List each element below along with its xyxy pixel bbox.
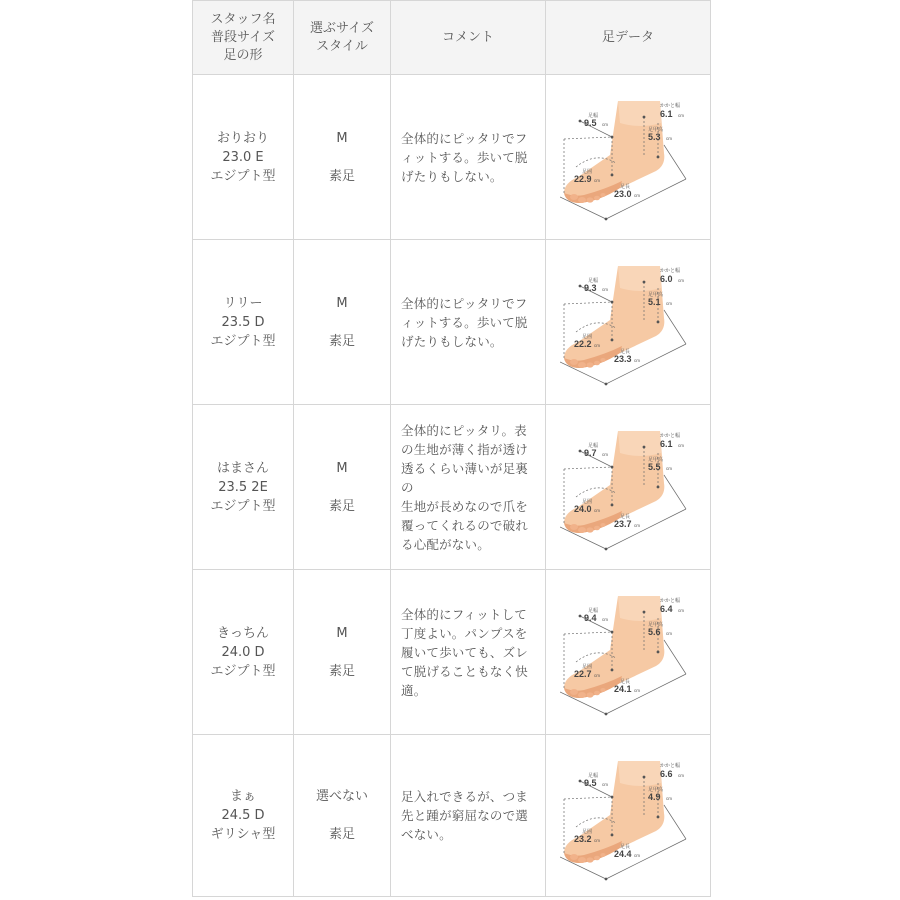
size-cell	[294, 75, 391, 240]
length-value: 23.7	[614, 519, 632, 529]
table-row	[193, 405, 711, 570]
width-value: 9.5	[584, 118, 597, 128]
foot-shape: エジプト型	[210, 168, 276, 184]
foot-data-cell	[546, 570, 711, 735]
instep-value: 5.1	[648, 297, 661, 307]
header-comment-label: コメント	[441, 29, 494, 45]
girth-value: 23.2	[574, 834, 592, 844]
staff-name: リリー	[223, 295, 263, 311]
size-cell	[294, 570, 391, 735]
width-label: 足幅	[588, 278, 599, 284]
staff-cell	[193, 405, 294, 570]
instep-label: 足甲高	[648, 787, 664, 793]
header-foot-data	[546, 1, 711, 75]
heel-label: かかと幅	[660, 433, 681, 439]
unit-label: cm	[594, 508, 600, 513]
foot-illustration	[564, 101, 664, 203]
width-value: 9.4	[584, 613, 597, 623]
width-value: 9.7	[584, 448, 597, 458]
heel-label: かかと幅	[660, 268, 681, 274]
foot-illustration	[564, 266, 664, 368]
unit-label: cm	[678, 278, 684, 283]
usual-size: 23.5 D	[221, 314, 265, 330]
size-cell	[294, 735, 391, 897]
foot-illustration	[564, 761, 664, 863]
staff-cell	[193, 75, 294, 240]
chosen-size: M	[336, 295, 348, 311]
length-value: 23.0	[614, 189, 632, 199]
heel-value: 6.1	[660, 109, 673, 119]
unit-label: cm	[634, 853, 640, 858]
wear-style: 素足	[328, 498, 355, 514]
table-row	[193, 570, 711, 735]
staff-name: おりおり	[216, 130, 269, 146]
unit-label: cm	[678, 608, 684, 613]
unit-label: cm	[634, 523, 640, 528]
width-value: 9.5	[584, 778, 597, 788]
wear-style: 素足	[328, 168, 355, 184]
header-staff-label: スタッフ名 普段サイズ 足の形	[210, 11, 276, 63]
size-cell	[294, 240, 391, 405]
unit-label: cm	[678, 113, 684, 118]
foot-diagram	[560, 258, 695, 388]
girth-value: 22.7	[574, 669, 592, 679]
header-comment	[391, 1, 546, 75]
comment-cell	[391, 570, 546, 735]
foot-data-cell	[546, 735, 711, 897]
length-label: 足長	[620, 184, 631, 190]
girth-value: 24.0	[574, 504, 592, 514]
staff-name: まぁ	[229, 789, 256, 804]
unit-label: cm	[666, 631, 672, 636]
girth-value: 22.9	[574, 174, 592, 184]
length-value: 24.1	[614, 684, 632, 694]
unit-label: cm	[666, 466, 672, 471]
unit-label: cm	[678, 443, 684, 448]
table-row	[193, 75, 711, 240]
header-foot-data-label: 足データ	[601, 29, 654, 45]
foot-data-cell	[546, 240, 711, 405]
usual-size: 24.5 D	[221, 808, 265, 823]
unit-label: cm	[634, 688, 640, 693]
header-staff	[193, 1, 294, 75]
foot-shape: エジプト型	[210, 333, 276, 349]
length-value: 24.4	[614, 849, 632, 859]
unit-label: cm	[678, 773, 684, 778]
foot-diagram	[560, 588, 695, 718]
girth-label: 足囲	[582, 334, 593, 340]
foot-illustration	[564, 596, 664, 698]
instep-label: 足甲高	[648, 457, 664, 463]
girth-value: 22.2	[574, 339, 592, 349]
width-label: 足幅	[588, 113, 599, 119]
wear-style: 素足	[328, 827, 355, 842]
unit-label: cm	[666, 796, 672, 801]
foot-diagram	[560, 93, 695, 223]
unit-label: cm	[602, 452, 608, 457]
girth-label: 足囲	[582, 829, 593, 835]
header-size	[294, 1, 391, 75]
usual-size: 23.5 2E	[218, 479, 268, 495]
comment-cell	[391, 735, 546, 897]
foot-shape: エジプト型	[210, 498, 276, 514]
table-row	[193, 735, 711, 897]
girth-label: 足囲	[582, 169, 593, 175]
foot-data-cell	[546, 405, 711, 570]
unit-label: cm	[602, 287, 608, 292]
width-label: 足幅	[588, 443, 599, 449]
unit-label: cm	[602, 782, 608, 787]
heel-value: 6.4	[660, 604, 673, 614]
staff-cell	[193, 735, 294, 897]
size-cell	[294, 405, 391, 570]
wear-style: 素足	[328, 333, 355, 349]
unit-label: cm	[634, 193, 640, 198]
table-row	[193, 240, 711, 405]
heel-value: 6.0	[660, 274, 673, 284]
unit-label: cm	[594, 343, 600, 348]
unit-label: cm	[594, 673, 600, 678]
girth-label: 足囲	[582, 664, 593, 670]
length-label: 足長	[620, 679, 631, 685]
comment-cell	[391, 240, 546, 405]
foot-illustration	[564, 431, 664, 533]
width-label: 足幅	[588, 608, 599, 614]
chosen-size: M	[336, 460, 348, 476]
comment-cell	[391, 405, 546, 570]
heel-value: 6.1	[660, 439, 673, 449]
staff-name: はまさん	[216, 460, 269, 476]
unit-label: cm	[594, 838, 600, 843]
comment-text: 全体的にフィットして 丁度よい。パンプスを 履いて歩いても、ズレ て脱げることもなく快 適。	[401, 606, 529, 698]
unit-label: cm	[666, 301, 672, 306]
instep-value: 5.5	[648, 462, 661, 472]
instep-label: 足甲高	[648, 127, 664, 133]
fit-table	[192, 0, 711, 897]
usual-size: 24.0 D	[221, 644, 265, 660]
chosen-size: M	[336, 130, 348, 146]
width-label: 足幅	[588, 773, 599, 779]
comment-cell	[391, 75, 546, 240]
chosen-size: M	[336, 625, 348, 641]
foot-diagram	[560, 423, 695, 553]
width-value: 9.3	[584, 283, 597, 293]
comment-text: 足入れできるが、つま 先と踵が窮屈なので選 べない。	[401, 789, 529, 842]
unit-label: cm	[666, 136, 672, 141]
heel-label: かかと幅	[660, 103, 681, 109]
instep-value: 4.9	[648, 792, 661, 802]
heel-value: 6.6	[660, 769, 673, 779]
heel-label: かかと幅	[660, 598, 681, 604]
length-label: 足長	[620, 844, 631, 850]
usual-size: 23.0 E	[222, 149, 264, 165]
foot-diagram	[560, 753, 695, 883]
foot-shape: ギリシャ型	[210, 827, 276, 842]
comment-text: 全体的にピッタリでフ ィットする。歩いて脱 げたりもしない。	[401, 130, 528, 184]
instep-label: 足甲高	[648, 292, 664, 298]
wear-style: 素足	[328, 663, 355, 679]
foot-data-cell	[546, 75, 711, 240]
header-row	[193, 1, 711, 75]
chosen-size: 選べない	[315, 789, 368, 804]
instep-value: 5.3	[648, 132, 661, 142]
staff-cell	[193, 240, 294, 405]
length-label: 足長	[620, 514, 631, 520]
foot-shape: エジプト型	[210, 663, 276, 679]
staff-name: きっちん	[216, 625, 269, 641]
instep-label: 足甲高	[648, 622, 664, 628]
heel-label: かかと幅	[660, 763, 681, 769]
comment-text: 全体的にピッタリ。表 の生地が薄く指が透け 透るくらい薄いが足裏の 生地が長めなので爪を 覆ってくれるので破れ る心配がない。	[401, 422, 529, 552]
unit-label: cm	[594, 178, 600, 183]
comment-text: 全体的にピッタリでフ ィットする。歩いて脱 げたりもしない。	[401, 295, 528, 349]
unit-label: cm	[602, 617, 608, 622]
instep-value: 5.6	[648, 627, 661, 637]
length-label: 足長	[620, 349, 631, 355]
staff-cell	[193, 570, 294, 735]
length-value: 23.3	[614, 354, 632, 364]
girth-label: 足囲	[582, 499, 593, 505]
header-size-label: 選ぶサイズ スタイル	[310, 20, 374, 54]
unit-label: cm	[634, 358, 640, 363]
unit-label: cm	[602, 122, 608, 127]
